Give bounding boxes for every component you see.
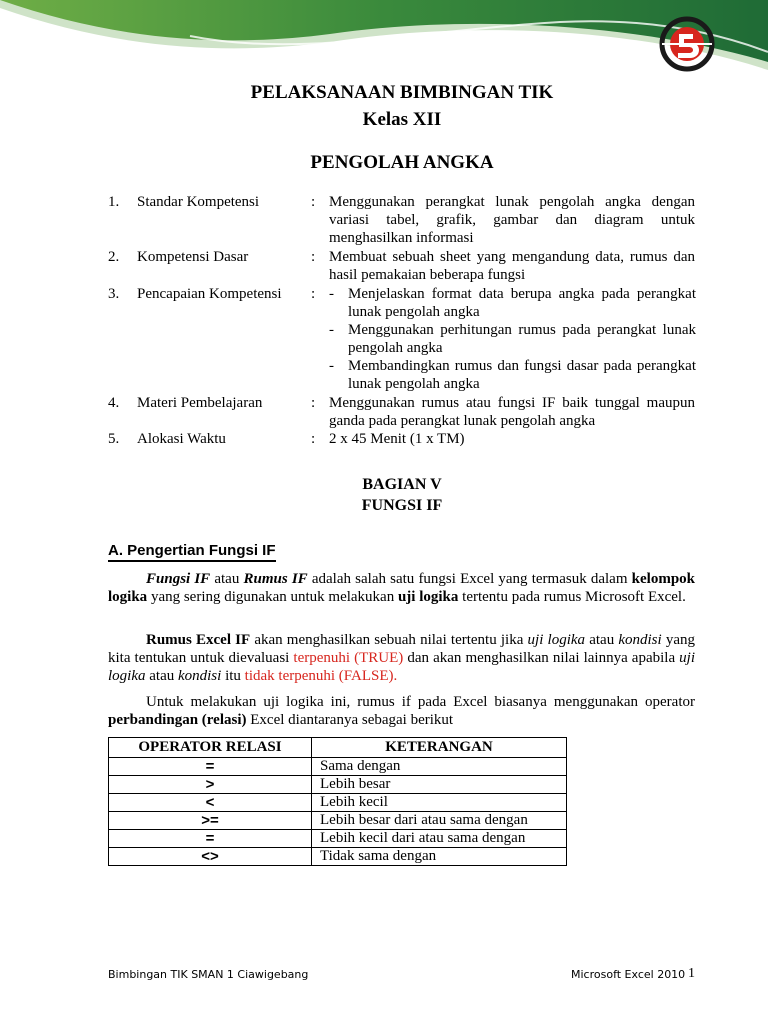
description-cell: Lebih kecil (312, 794, 567, 812)
row-number: 5. (108, 431, 120, 447)
text-span: perbandingan (relasi) (108, 712, 247, 728)
row-label: Pencapaian Kompetensi (137, 286, 282, 302)
text-span: uji logika (527, 632, 586, 648)
operator-cell: > (109, 776, 312, 794)
table-row (109, 794, 567, 812)
paragraph-1 (108, 570, 695, 606)
bullet-text: Menggunakan perhitungan rumus pada perangkat lunak pengolah angka (348, 322, 696, 356)
text-span: Fungsi IF (146, 571, 211, 587)
text-span: Rumus IF (243, 571, 308, 587)
text-span: kondisi (618, 632, 662, 648)
operator-cell: = (109, 758, 312, 776)
paragraph-3 (108, 693, 695, 729)
subject-title: PENGOLAH ANGKA (310, 152, 494, 173)
bullet-text: Menjelaskan format data berupa angka pada perangkat lunak pengolah angka (348, 286, 696, 320)
row-text: 2 x 45 Menit (1 x TM) (329, 431, 465, 447)
row-text: Menggunakan rumus atau fungsi IF baik tunggal maupun ganda pada perangkat lunak pengolah angka (329, 395, 695, 429)
class-title: Kelas XII (362, 109, 442, 130)
operator-cell: <> (109, 848, 312, 866)
table-header-row (109, 738, 567, 758)
text-span: uji logika (397, 589, 459, 605)
column-header-operator: OPERATOR RELASI (109, 738, 312, 758)
row-label: Alokasi Waktu (137, 431, 226, 447)
row-label: Materi Pembelajaran (137, 395, 263, 411)
bullet-dash: - (329, 286, 334, 302)
text-span: atau (585, 632, 619, 648)
footer-right: Microsoft Excel 2010 (571, 968, 686, 981)
operator-cell: < (109, 794, 312, 812)
table-row (109, 812, 567, 830)
row-text: Membuat sebuah sheet yang mengandung data, rumus dan hasil pemakaian beberapa fungsi (329, 249, 695, 283)
text-span: akan menghasilkan sebuah nilai tertentu jika (250, 632, 528, 648)
bullet-dash: - (329, 322, 334, 338)
text-span: dievaluasi (228, 650, 290, 666)
table-row (109, 776, 567, 794)
text-span: tertentu pada rumus Microsoft Excel. (458, 589, 686, 605)
table-row (109, 848, 567, 866)
text-span: . (393, 668, 398, 684)
row-colon: : (311, 286, 316, 302)
text-span: kelompok logika (108, 571, 696, 605)
part-subtitle: FUNGSI IF (361, 497, 443, 514)
bullet-text: Membandingkan rumus dan fungsi dasar pada perangkat lunak pengolah angka (348, 358, 696, 392)
operator-cell: = (109, 830, 312, 848)
text-span: Rumus Excel IF (146, 632, 251, 648)
description-cell: Tidak sama dengan (312, 848, 567, 866)
page-number: 1 (688, 966, 695, 981)
text-span: uji logika (108, 650, 696, 684)
row-colon: : (311, 249, 316, 265)
row-label: Kompetensi Dasar (137, 249, 249, 265)
text-span: tidak terpenuhi (FALSE) (244, 668, 394, 684)
row-number: 2. (108, 249, 120, 265)
text-span: Untuk melakukan uji logika ini, rumus if pada Excel biasanya menggunakan operator (146, 694, 695, 710)
text-span: sebagai berikut (358, 712, 454, 728)
text-span: kondisi (177, 668, 222, 684)
description-cell: Lebih besar (312, 776, 567, 794)
text-span: Excel (246, 712, 289, 728)
row-number: 1. (108, 194, 120, 210)
text-span: itu (221, 668, 245, 684)
text-span: diantaranya (288, 712, 359, 728)
row-colon: : (311, 194, 316, 210)
row-colon: : (311, 431, 316, 447)
part-title: BAGIAN V (362, 476, 442, 493)
operator-cell: >= (109, 812, 312, 830)
row-number: 3. (108, 286, 120, 302)
text-span: yang kita tentukan untuk (108, 632, 696, 666)
row-label: Standar Kompetensi (137, 194, 260, 210)
operator-table (108, 737, 567, 866)
text-span: dan akan menghasilkan nilai lainnya apabila (403, 650, 680, 666)
description-cell: Lebih kecil dari atau sama dengan (312, 830, 567, 848)
section-heading-text: A. Pengertian Fungsi IF (108, 542, 276, 562)
school-logo-icon (659, 16, 715, 72)
text-span: adalah salah satu fungsi Excel yang termasuk dalam (307, 571, 632, 587)
header-band (0, 0, 768, 95)
document-title: PELAKSANAAN BIMBINGAN TIK (250, 82, 554, 103)
paragraph-2 (108, 631, 695, 685)
row-number: 4. (108, 395, 120, 411)
row-colon: : (311, 395, 316, 411)
text-span: atau (210, 571, 244, 587)
text-span: yang sering digunakan untuk melakukan (147, 589, 398, 605)
text-span: terpenuhi (TRUE) (293, 650, 404, 666)
column-header-description: KETERANGAN (312, 738, 567, 758)
row-text: Menggunakan perangkat lunak pengolah angka dengan variasi tabel, grafik, gambar dan diagram untuk menghasilkan informasi (329, 194, 695, 246)
description-cell: Sama dengan (312, 758, 567, 776)
text-span: atau (145, 668, 178, 684)
footer-left: Bimbingan TIK SMAN 1 Ciawigebang (108, 968, 309, 981)
description-cell: Lebih besar dari atau sama dengan (312, 812, 567, 830)
section-heading (108, 542, 276, 559)
table-row (109, 830, 567, 848)
bullet-dash: - (329, 358, 334, 374)
table-row (109, 758, 567, 776)
